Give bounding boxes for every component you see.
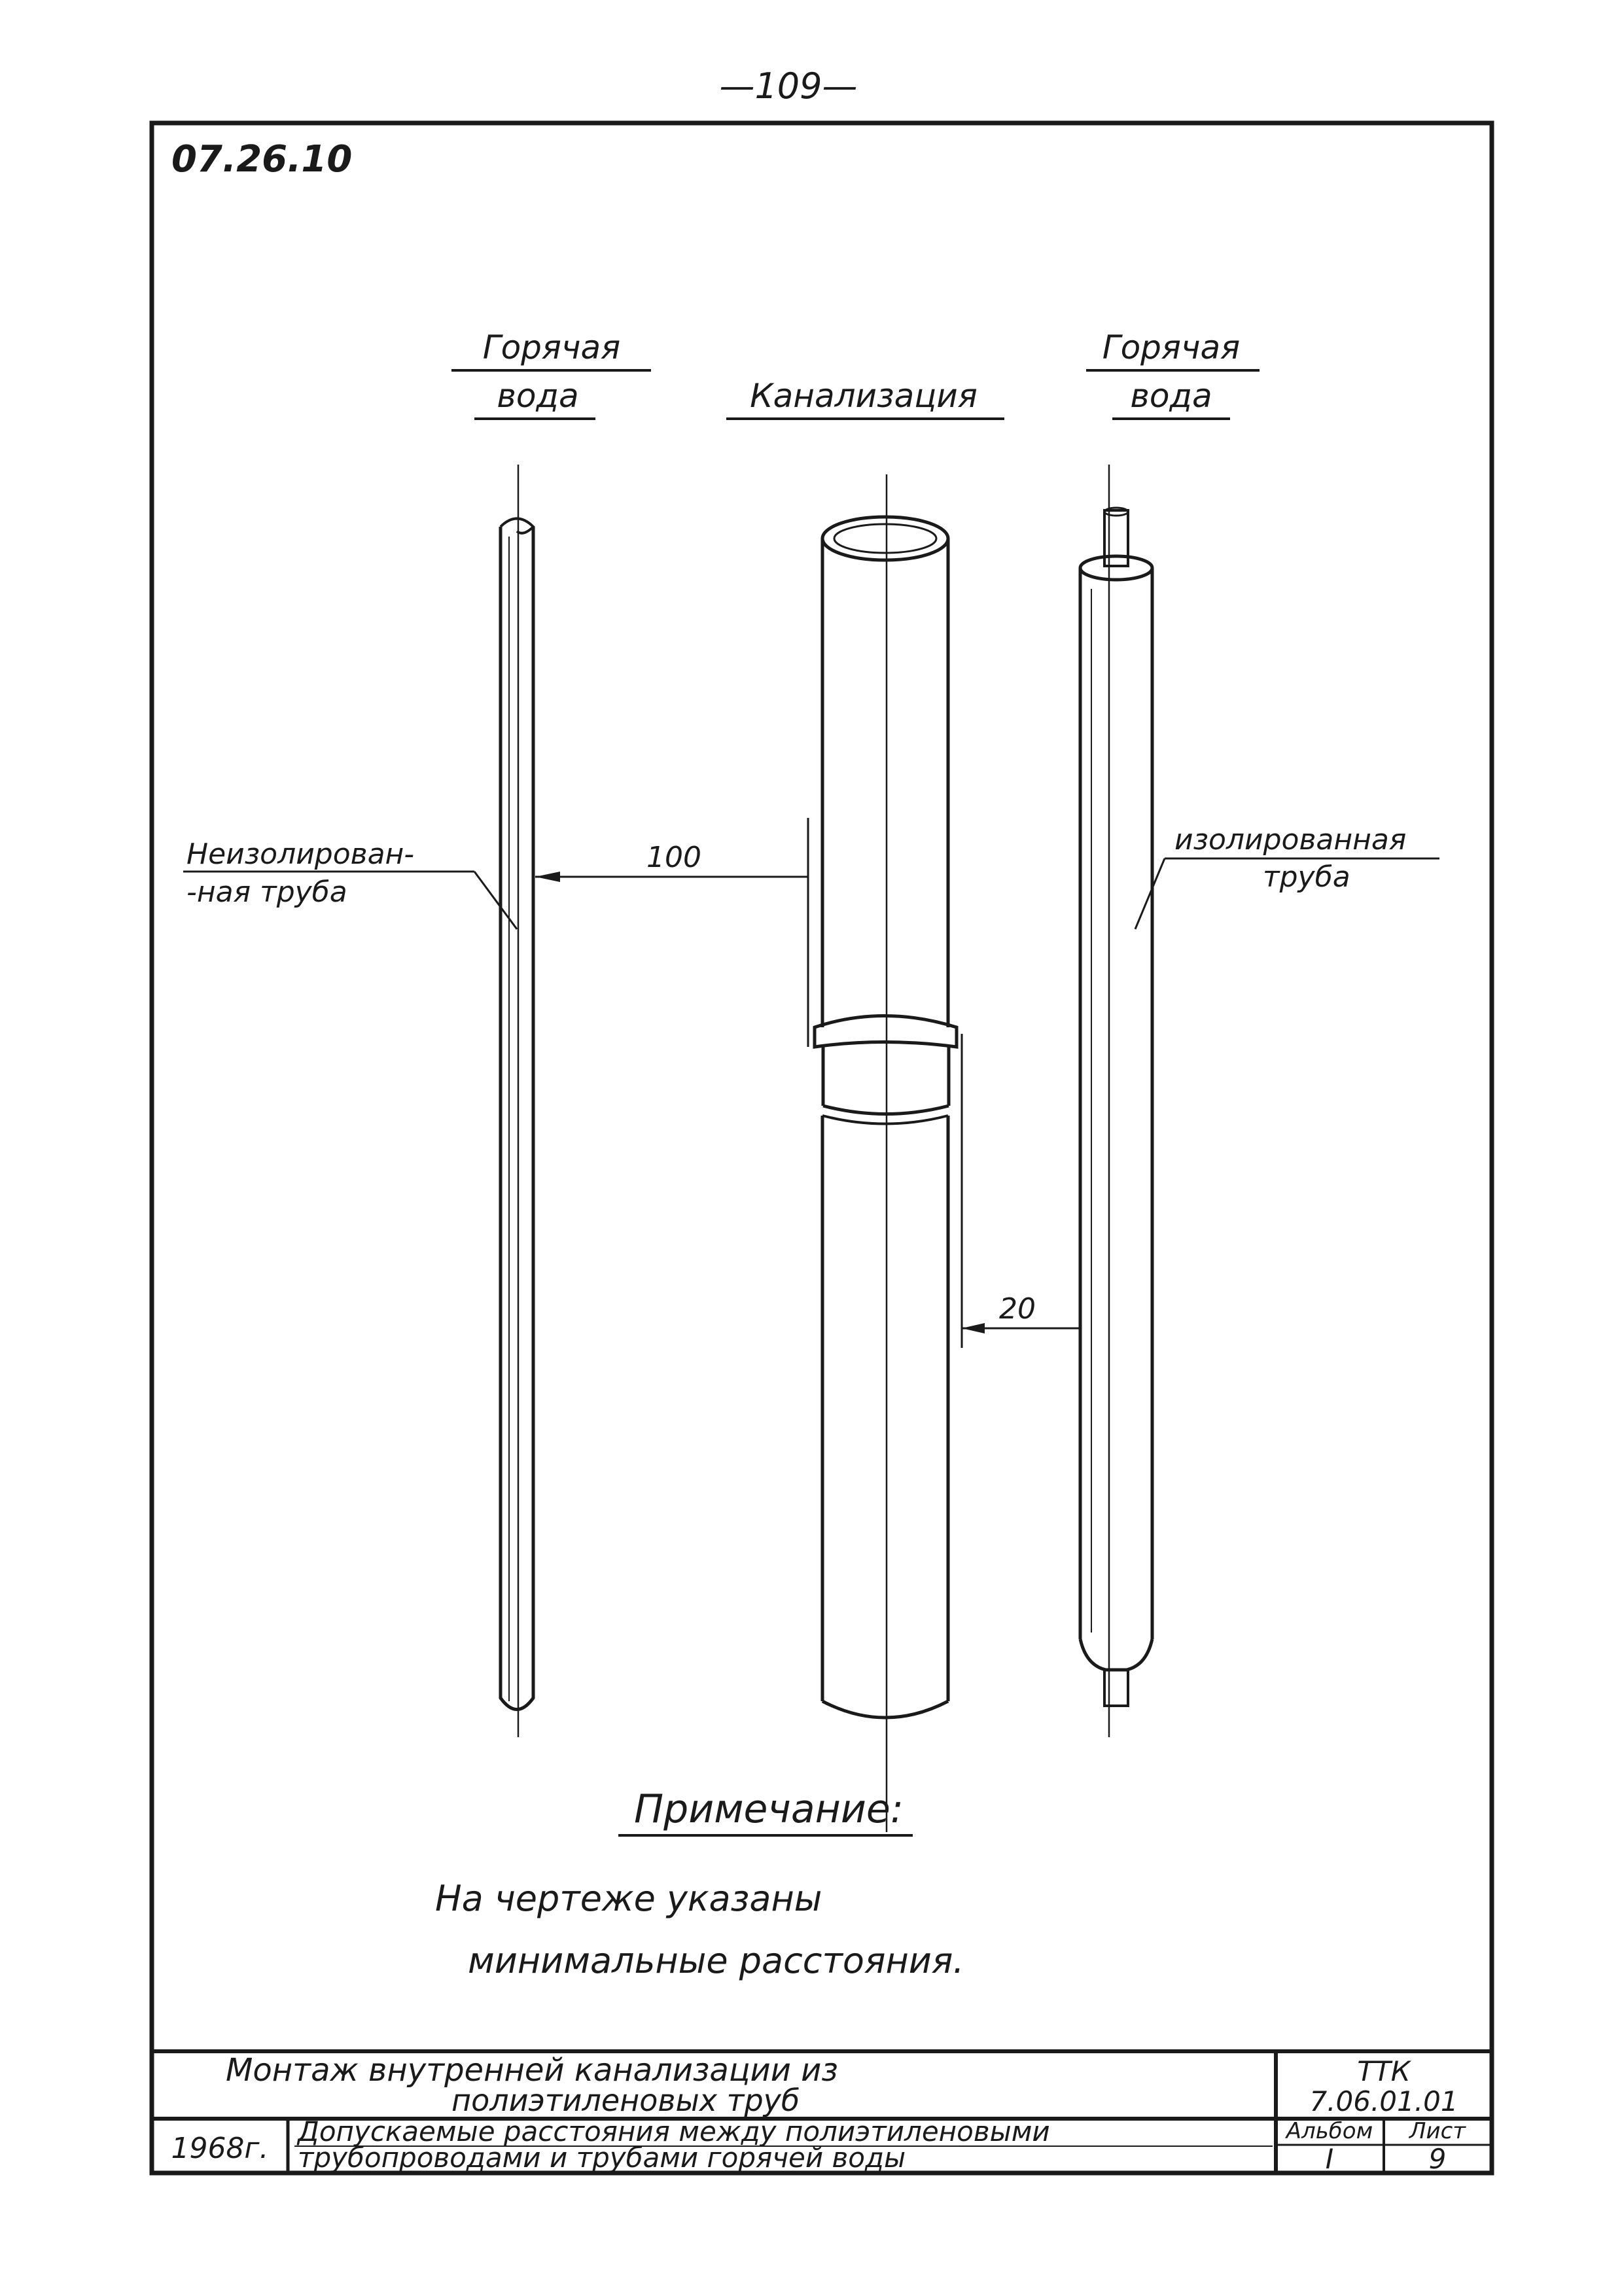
column-left-line2: вода (497, 377, 579, 415)
title-block (152, 2051, 1492, 2175)
uninsulated-pipe-label (183, 838, 517, 929)
column-right-line1: Горячая (1102, 328, 1241, 366)
uninsulated-label-line2: -ная труба (186, 875, 347, 909)
column-right-line2: вода (1130, 377, 1212, 415)
ttk-label: ТТК (1357, 2055, 1411, 2087)
column-header-left (451, 328, 651, 419)
insulated-label-line2: труба (1263, 860, 1350, 894)
title-main-line1: Монтаж внутренней канализации из (226, 2052, 838, 2089)
insulated-pipe (1080, 508, 1152, 1706)
uninsulated-pipe (501, 519, 533, 1710)
sewer-pipe (815, 517, 957, 1718)
page-number: —109— (719, 65, 858, 107)
title-year: 1968г. (171, 2132, 269, 2165)
album-value: I (1325, 2143, 1334, 2175)
drawing-code: 07.26.10 (171, 138, 353, 181)
dimension-20 (962, 1034, 1080, 1348)
sheet-label: Лист (1409, 2118, 1466, 2144)
title-desc-line2: трубопроводами и трубами горячей воды (298, 2142, 906, 2174)
column-left-line1: Горячая (482, 328, 621, 366)
title-desc-line1: Допускаемые расстояния между полиэтиленовыми (298, 2115, 1050, 2147)
insulated-pipe-label (1135, 823, 1439, 929)
note-line2: минимальные расстояния. (468, 1940, 964, 1981)
album-label: Альбом (1286, 2118, 1373, 2144)
note-title: Примечание: (634, 1786, 904, 1832)
insulated-label-line1: изолированная (1174, 823, 1407, 857)
column-center-line1: Канализация (750, 377, 978, 415)
dimension-100 (535, 818, 808, 1047)
title-main-line2: полиэтиленовых труб (451, 2083, 800, 2118)
dimension-20-label: 20 (999, 1292, 1036, 1326)
dimension-100-label: 100 (646, 841, 701, 874)
ttk-code: 7.06.01.01 (1309, 2085, 1458, 2117)
note-block (435, 1786, 964, 1981)
sheet-value: 9 (1428, 2143, 1447, 2175)
note-line1: На чертеже указаны (435, 1878, 822, 1919)
uninsulated-label-line1: Неизолирован- (186, 838, 415, 871)
column-header-center (726, 377, 1004, 419)
column-header-right (1086, 328, 1260, 419)
